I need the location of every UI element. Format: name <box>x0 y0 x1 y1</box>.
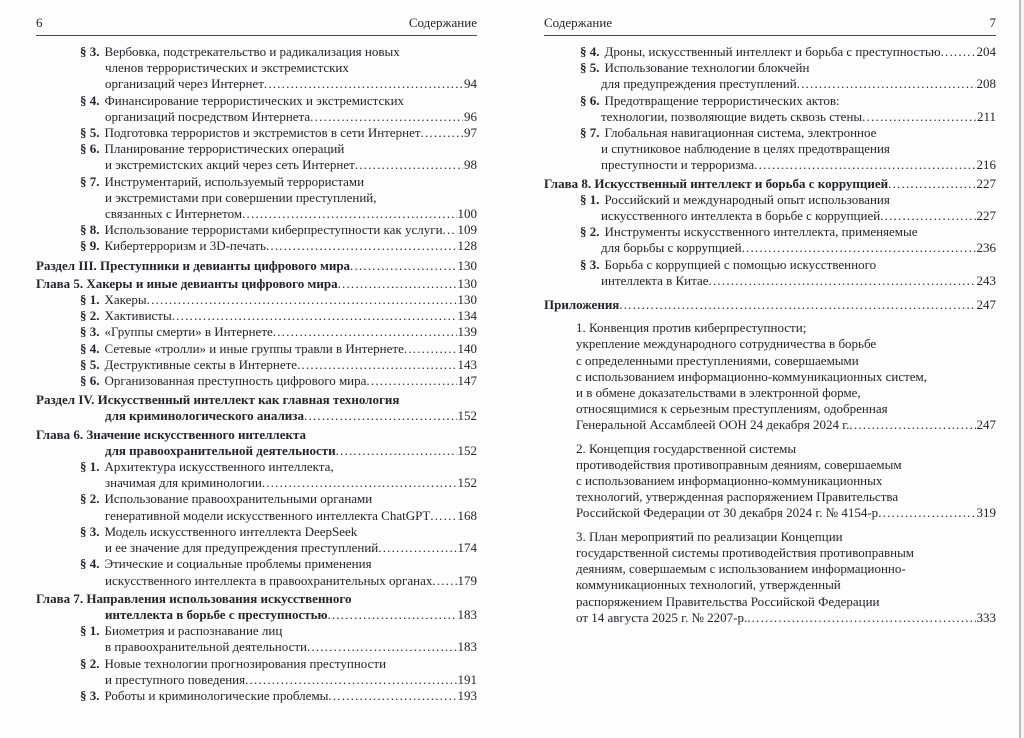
toc-line <box>105 639 477 655</box>
para-label: § 3. <box>80 44 100 59</box>
toc-text: Использование правоохранительными органами <box>104 491 373 507</box>
dot-leader <box>430 508 456 524</box>
toc-page-number: 247 <box>976 417 996 433</box>
toc-line <box>36 258 477 274</box>
toc-entry <box>36 459 477 491</box>
toc-line <box>80 491 477 507</box>
toc-text: укрепление международного сотрудничества в борьбе <box>576 336 877 352</box>
toc-entry <box>544 192 996 224</box>
toc-page-number: 139 <box>457 324 477 340</box>
toc-entry <box>544 320 996 433</box>
toc-text: Организованная преступность цифрового мира <box>104 373 367 389</box>
toc-text: распоряжением Правительства Российской Федерации <box>576 593 880 609</box>
toc-line <box>80 238 477 254</box>
dot-leader <box>273 324 457 340</box>
toc-page-number: 97 <box>464 125 477 141</box>
toc-entry <box>36 341 477 357</box>
toc-text: и ее значение для предупреждения преступлений <box>105 540 379 556</box>
dot-leader <box>747 610 975 626</box>
dot-leader <box>147 292 457 308</box>
toc-entry <box>544 529 996 626</box>
toc-entry <box>36 324 477 340</box>
toc-line <box>544 176 996 192</box>
toc-line <box>576 336 996 352</box>
toc-page-number: 243 <box>976 272 996 288</box>
toc-page-number: 130 <box>457 257 477 273</box>
toc-line <box>601 76 996 92</box>
toc-page-number: 152 <box>457 442 477 458</box>
para-label: § 4. <box>80 556 100 572</box>
para-label: § 1. <box>80 292 100 308</box>
toc-page-number: 130 <box>457 275 477 291</box>
para-label: § 2. <box>80 655 100 671</box>
toc-line <box>601 208 996 224</box>
toc-entry <box>36 258 477 274</box>
toc-line <box>601 141 996 157</box>
toc-line <box>36 427 477 443</box>
toc-right <box>544 44 996 626</box>
toc-line <box>601 157 996 173</box>
toc-line <box>80 222 477 238</box>
toc-text: Глава 6. Значение искусственного интеллекта <box>36 426 307 442</box>
toc-text: Использование технологии блокчейн <box>604 60 810 76</box>
toc-line <box>576 594 996 610</box>
dot-leader <box>304 408 456 424</box>
toc-entry <box>544 441 996 522</box>
toc-text: Раздел III. Преступники и девианты цифрового мира <box>36 257 351 273</box>
running-title-right: Содержание <box>544 15 613 30</box>
toc-text: Новые технологии прогнозирования преступности <box>104 655 387 671</box>
toc-entry <box>36 308 477 324</box>
toc-page-number: 147 <box>457 373 477 389</box>
toc-line <box>105 508 477 524</box>
toc-page-number: 152 <box>457 475 477 491</box>
toc-entry <box>36 141 477 173</box>
dot-leader <box>849 417 975 433</box>
dot-leader <box>797 76 976 92</box>
toc-text: Использование террористами киберпреступности как услуги <box>104 222 443 238</box>
para-label: § 5. <box>80 356 100 372</box>
toc-line <box>576 529 996 545</box>
toc-page-number: 174 <box>457 540 477 556</box>
toc-line <box>80 524 477 540</box>
toc-text: интеллекта в Китае <box>601 272 709 288</box>
dot-leader <box>754 157 975 173</box>
dot-leader <box>297 357 456 373</box>
toc-line <box>105 672 477 688</box>
toc-line <box>105 475 477 491</box>
para-label: § 7. <box>80 173 100 189</box>
para-label: § 1. <box>80 623 100 639</box>
toc-text: деяниям, совершаемым с использованием информационно- <box>576 561 906 577</box>
toc-entry <box>544 60 996 92</box>
toc-line <box>580 93 996 109</box>
dot-leader <box>432 573 456 589</box>
toc-text: и в обмене доказательствами в электронной форме, <box>576 385 861 401</box>
toc-line <box>80 141 477 157</box>
toc-text: Хакеры <box>104 292 147 308</box>
toc-text: Российской Федерации от 30 декабря 2024 г. № 4154-р <box>576 505 879 521</box>
toc-line <box>36 591 477 607</box>
toc-page-number: 247 <box>976 297 996 313</box>
toc-entry <box>36 556 477 588</box>
toc-line <box>601 273 996 289</box>
page-number-left: 6 <box>36 15 43 30</box>
toc-line <box>580 44 996 60</box>
toc-page-number: 152 <box>457 408 477 424</box>
dot-leader <box>336 443 457 459</box>
page-left <box>36 0 477 704</box>
toc-line <box>80 656 477 672</box>
toc-line <box>105 76 477 92</box>
toc-line <box>80 341 477 357</box>
toc-text: с использованием информационно-коммуникационных систем, <box>576 368 928 384</box>
toc-entry <box>544 176 996 192</box>
page-number-right: 7 <box>989 15 996 30</box>
toc-line <box>601 109 996 125</box>
para-label: § 1. <box>80 459 100 475</box>
toc-page-number: 183 <box>457 639 477 655</box>
toc-entry <box>544 224 996 256</box>
para-label: § 3. <box>580 256 600 272</box>
para-label: § 5. <box>80 125 100 141</box>
toc-text: Раздел IV. Искусственный интеллект как главная технология <box>36 392 400 408</box>
dot-leader <box>888 176 975 192</box>
toc-line <box>80 688 477 704</box>
toc-line <box>576 610 996 626</box>
toc-page-number: 98 <box>464 157 477 173</box>
toc-text: 3. План мероприятий по реализации Концепции <box>576 528 843 544</box>
toc-line <box>80 125 477 141</box>
toc-text: Борьба с коррупцией с помощью искусственного <box>604 256 877 272</box>
toc-line <box>80 44 477 60</box>
toc-entry <box>36 491 477 523</box>
toc-text: Дроны, искусственный интеллект и борьба с преступностью <box>604 44 941 59</box>
toc-line <box>80 93 477 109</box>
dot-leader <box>172 308 457 324</box>
toc-entry <box>36 688 477 704</box>
toc-page-number: 211 <box>976 108 996 124</box>
para-label: § 8. <box>80 222 100 238</box>
toc-page-number: 100 <box>457 206 477 222</box>
toc-text: Приложения <box>544 297 620 313</box>
toc-line <box>576 385 996 401</box>
toc-page-number: 227 <box>976 175 996 191</box>
toc-line <box>80 308 477 324</box>
dot-leader <box>366 373 456 389</box>
toc-text: Глава 5. Хакеры и иные девианты цифрового мира <box>36 275 338 291</box>
dot-leader <box>378 540 456 556</box>
toc-line <box>576 353 996 369</box>
toc-line <box>576 489 996 505</box>
toc-text: Глобальная навигационная система, электронное <box>604 125 877 141</box>
dot-leader <box>880 208 975 224</box>
toc-text: для предупреждения преступлений <box>601 76 797 92</box>
toc-line <box>80 459 477 475</box>
toc-line <box>576 457 996 473</box>
toc-entry <box>36 125 477 141</box>
dot-leader <box>421 125 463 141</box>
toc-page-number: 227 <box>976 208 996 224</box>
dot-leader <box>310 109 463 125</box>
toc-entry <box>544 93 996 125</box>
toc-line <box>580 224 996 240</box>
toc-text: Генеральной Ассамблеей ООН 24 декабря 2024 г. <box>576 417 850 433</box>
toc-entry <box>36 656 477 688</box>
toc-page-number: 193 <box>457 687 477 703</box>
toc-text: и экстремистами при совершении преступлений, <box>105 189 377 205</box>
toc-text: Деструктивные секты в Интернете <box>104 356 298 372</box>
toc-line <box>576 441 996 457</box>
toc-line <box>576 401 996 417</box>
toc-page-number: 236 <box>976 240 996 256</box>
toc-entry <box>36 392 477 424</box>
scan-page-edge <box>1019 0 1021 738</box>
toc-text: с использованием информационно-коммуникационных <box>576 473 883 489</box>
toc-text: Кибертерроризм и 3D-печать <box>104 238 266 254</box>
toc-page-number: 168 <box>457 507 477 523</box>
toc-line <box>105 109 477 125</box>
para-label: § 6. <box>80 373 100 389</box>
toc-line <box>576 561 996 577</box>
toc-line <box>105 408 477 424</box>
page-header-right <box>544 0 996 36</box>
toc-entry <box>36 276 477 292</box>
toc-text: Глава 8. Искусственный интеллект и борьба с коррупцией <box>544 175 889 191</box>
toc-page-number: 333 <box>976 609 996 625</box>
dot-leader <box>327 607 456 623</box>
toc-line <box>105 540 477 556</box>
toc-text: и экстремистских акций через сеть Интернет <box>105 157 355 173</box>
toc-page-number: 216 <box>976 157 996 173</box>
toc-text: связанных с Интернетом <box>105 206 243 222</box>
toc-page-number: 204 <box>976 44 996 59</box>
toc-text: интеллекта в борьбе с преступностью <box>105 606 328 622</box>
toc-page-number: 319 <box>976 505 996 521</box>
para-label: § 9. <box>80 238 100 254</box>
toc-entry <box>544 297 996 313</box>
toc-text: Предотвращение террористических актов: <box>604 92 840 108</box>
toc-line <box>80 357 477 373</box>
page-right <box>544 0 996 626</box>
dot-leader <box>266 238 457 254</box>
para-label: § 3. <box>80 687 100 703</box>
toc-text: Подготовка террористов и экстремистов в сети Интернет <box>104 125 421 141</box>
dot-leader <box>338 276 457 292</box>
toc-page-number: 109 <box>457 222 477 238</box>
toc-text: для борьбы с коррупцией <box>601 240 742 256</box>
dot-leader <box>878 505 975 521</box>
toc-text: 2. Концепция государственной системы <box>576 440 797 456</box>
para-label: § 3. <box>80 523 100 539</box>
toc-line <box>576 369 996 385</box>
toc-entry <box>544 125 996 174</box>
toc-line <box>80 373 477 389</box>
toc-text: Архитектура искусственного интеллекта, <box>104 459 334 475</box>
dot-leader <box>328 688 456 704</box>
toc-text: 1. Конвенция против киберпреступности; <box>576 320 807 336</box>
toc-line <box>105 607 477 623</box>
toc-line <box>80 324 477 340</box>
toc-text: Модель искусственного интеллекта DeepSeek <box>104 523 358 539</box>
toc-text: генеративной модели искусственного интеллекта ChatGPT <box>105 507 431 523</box>
toc-line <box>576 417 996 433</box>
toc-line <box>105 157 477 173</box>
toc-line <box>576 545 996 561</box>
dot-leader <box>307 639 457 655</box>
toc-line <box>601 240 996 256</box>
toc-entry <box>36 591 477 623</box>
page-header-left <box>36 0 477 36</box>
toc-text: технологии, позволяющие видеть сквозь стены <box>601 108 863 124</box>
toc-page-number: 134 <box>457 308 477 324</box>
toc-line <box>576 320 996 336</box>
toc-entry <box>36 93 477 125</box>
toc-text: «Группы смерти» в Интернете <box>104 324 273 340</box>
toc-line <box>80 292 477 308</box>
toc-text: и спутниковое наблюдение в целях предотвращения <box>601 141 890 157</box>
toc-entry <box>36 292 477 308</box>
para-label: § 1. <box>580 191 600 207</box>
toc-text: Планирование террористических операций <box>104 141 345 157</box>
toc-line <box>105 190 477 206</box>
toc-entry <box>544 44 996 60</box>
toc-line <box>580 60 996 76</box>
toc-page-number: 191 <box>457 671 477 687</box>
dot-leader <box>709 273 976 289</box>
toc-entry <box>544 257 996 289</box>
toc-text: с определенными преступлениями, совершаемыми <box>576 352 859 368</box>
toc-text: от 14 августа 2025 г. № 2207-р. <box>576 609 748 625</box>
dot-leader <box>262 475 457 491</box>
toc-text: противодействия противоправным деяниям, совершаемым <box>576 456 902 472</box>
para-label: § 6. <box>580 92 600 108</box>
dot-leader <box>742 240 976 256</box>
dot-leader <box>264 76 463 92</box>
toc-text: в правоохранительной деятельности <box>105 639 307 655</box>
dot-leader <box>242 206 456 222</box>
dot-leader <box>941 44 976 60</box>
toc-text: для криминологического анализа <box>105 408 305 424</box>
para-label: § 6. <box>80 141 100 157</box>
toc-text: Инструментарий, используемый террористами <box>104 173 365 189</box>
toc-line <box>80 556 477 572</box>
toc-text: искусственного интеллекта в правоохранительных органах <box>105 572 433 588</box>
toc-text: относящимися к серьезным преступлениям, одобренная <box>576 401 888 417</box>
toc-page-number: 140 <box>457 340 477 356</box>
toc-text: Вербовка, подстрекательство и радикализация новых <box>104 44 400 59</box>
toc-text: Инструменты искусственного интеллекта, применяемые <box>604 224 918 240</box>
toc-line <box>105 573 477 589</box>
toc-text: Хактивисты <box>104 308 172 324</box>
toc-entry <box>36 373 477 389</box>
dot-leader <box>404 341 457 357</box>
toc-text: значимая для криминологии <box>105 475 262 491</box>
toc-line <box>576 505 996 521</box>
toc-page-number: 94 <box>464 76 477 92</box>
toc-entry <box>36 44 477 93</box>
toc-entry <box>36 222 477 238</box>
dot-leader <box>355 157 463 173</box>
toc-text: Биометрия и распознавание лиц <box>104 623 283 639</box>
toc-line <box>576 577 996 593</box>
dot-leader <box>443 222 457 238</box>
toc-page-number: 179 <box>457 572 477 588</box>
toc-line <box>580 257 996 273</box>
toc-line <box>36 392 477 408</box>
toc-line <box>105 206 477 222</box>
toc-text: преступности и терроризма <box>601 157 755 173</box>
toc-text: технологий, утвержденная распоряжением Правительства <box>576 489 899 505</box>
toc-text: Роботы и криминологические проблемы <box>104 687 329 703</box>
toc-text: членов террористических и экстремистских <box>105 60 349 76</box>
para-label: § 4. <box>580 44 600 59</box>
toc-text: Сетевые «тролли» и иные группы травли в Интернете <box>104 340 404 356</box>
toc-page-number: 143 <box>457 356 477 372</box>
toc-text: организаций через Интернет <box>105 76 264 92</box>
toc-line <box>576 473 996 489</box>
toc-entry <box>36 427 477 459</box>
toc-page-number: 128 <box>457 238 477 254</box>
toc-page-number: 183 <box>457 606 477 622</box>
toc-line <box>105 443 477 459</box>
toc-entry <box>36 524 477 556</box>
dot-leader <box>350 258 456 274</box>
toc-text: государственной системы противодействия противоправным <box>576 544 915 560</box>
toc-left <box>36 44 477 704</box>
para-label: § 2. <box>80 491 100 507</box>
toc-line <box>80 623 477 639</box>
toc-text: Российский и международный опыт использования <box>604 191 890 207</box>
para-label: § 2. <box>580 224 600 240</box>
toc-text: организаций посредством Интернета <box>105 108 311 124</box>
toc-entry <box>36 623 477 655</box>
toc-text: Этические и социальные проблемы применения <box>104 556 372 572</box>
toc-line <box>580 125 996 141</box>
dot-leader <box>862 109 976 125</box>
toc-text: Глава 7. Направления использования искусственного <box>36 590 352 606</box>
toc-text: и преступного поведения <box>105 671 246 687</box>
dot-leader <box>245 672 456 688</box>
para-label: § 5. <box>580 60 600 76</box>
toc-text: искусственного интеллекта в борьбе с коррупцией <box>601 208 881 224</box>
toc-line <box>36 276 477 292</box>
para-label: § 7. <box>580 125 600 141</box>
toc-text: коммуникационных технологий, утвержденный <box>576 577 841 593</box>
toc-page-number: 96 <box>464 108 477 124</box>
toc-text: Финансирование террористических и экстремистских <box>104 92 405 108</box>
para-label: § 2. <box>80 308 100 324</box>
running-title-left: Содержание <box>408 15 477 30</box>
toc-entry <box>36 174 477 223</box>
toc-page-number: 208 <box>976 76 996 92</box>
toc-entry <box>36 357 477 373</box>
toc-page-number: 130 <box>457 292 477 308</box>
toc-line <box>544 297 996 313</box>
dot-leader <box>619 297 975 313</box>
toc-text: для правоохранительной деятельности <box>105 442 336 458</box>
toc-entry <box>36 238 477 254</box>
toc-line <box>80 174 477 190</box>
toc-line <box>580 192 996 208</box>
para-label: § 4. <box>80 340 100 356</box>
para-label: § 4. <box>80 92 100 108</box>
toc-line <box>105 60 477 76</box>
para-label: § 3. <box>80 324 100 340</box>
